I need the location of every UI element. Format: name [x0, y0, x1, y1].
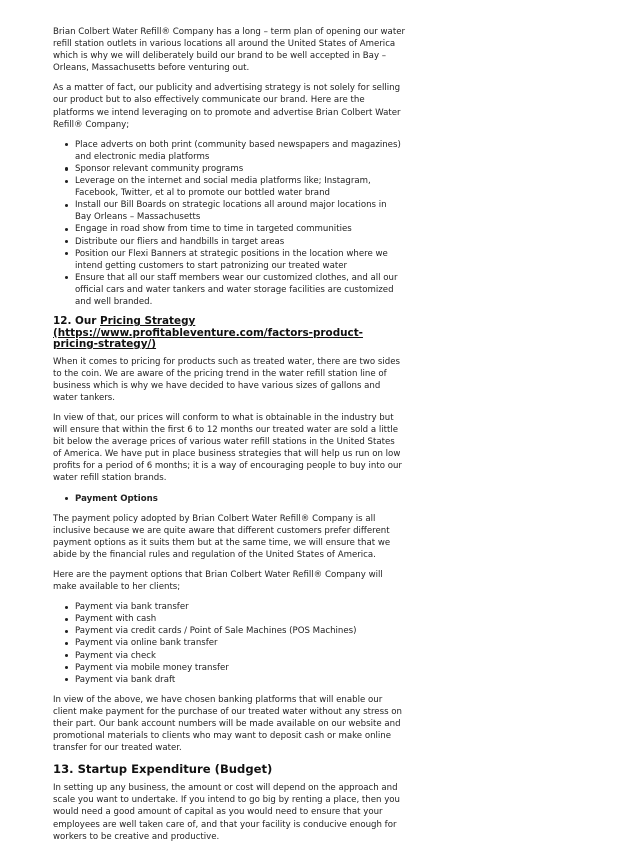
list-item: Position our Flexi Banners at strategic positions in the location where we intend getting customers to start patronizing our treated water: [75, 248, 405, 272]
payment-options-heading: Payment Options: [75, 493, 405, 505]
pricing-paragraph-1: When it comes to pricing for products such as treated water, there are two sides to the coin. We are aware of the pricing trend in the water refill station line of business which is why we have decided to have various sizes of gallons and water tankers.: [53, 356, 400, 403]
list-item: Distribute our fliers and handbills in target areas: [75, 236, 405, 248]
intro-paragraph-2: As a matter of fact, our publicity and advertising strategy is not solely for selling our product but to also effectively communicate our brand. Here are the platforms we intend leveraging on to promote and advertise Brian Colbert Water Refill® Company;: [53, 83, 401, 130]
budget-paragraph-1: In setting up any business, the amount or cost will depend on the approach and scale you want to undertake. If you intend to go big by renting a place, then you would need a good amount of capital as you would need to ensure that your employees are well taken care of, and that your facility is conducive enough for workers to be creative and productive.: [53, 783, 400, 842]
list-item: Payment via mobile money transfer: [75, 662, 405, 674]
list-item: Payment via credit cards / Point of Sale Machines (POS Machines): [75, 625, 405, 637]
list-item: Payment via check: [75, 650, 405, 662]
list-item: Engage in road show from time to time in targeted communities: [75, 223, 405, 235]
pricing-strategy-link[interactable]: Pricing Strategy (https://www.profitableventure.com/factors-product-pricing-strategy/): [53, 315, 363, 351]
list-item: Sponsor relevant community programs: [75, 163, 405, 175]
pricing-paragraph-2: In view of that, our prices will conform to what is obtainable in the industry but will ensure that within the first 6 to 12 months our treated water are sold a little bit below the average prices of various water refill stations in the United States of America. We have put in place business strategies that will help us run on low profits for a period of 6 months; it is a way of encouraging people to buy into our water refill station brands.: [53, 412, 402, 484]
section-12-number: 12. Our: [53, 315, 100, 328]
section-13-heading: 13. Startup Expenditure (Budget): [53, 762, 273, 777]
list-item: Ensure that all our staff members wear our customized clothes, and all our official cars and water tankers and water storage facilities are customized and well branded.: [75, 272, 405, 308]
list-item: Payment via bank draft: [75, 674, 405, 686]
payment-paragraph-1: The payment policy adopted by Brian Colbert Water Refill® Company is all inclusive because we are quite aware that different customers prefer different payment options as it suits them but at the same time, we will ensure that we abide by the financial rules and regulation of the United States of America.: [53, 513, 391, 560]
list-item: Install our Bill Boards on strategic locations all around major locations in Bay Orleans – Massachusetts: [75, 199, 405, 223]
list-item: Place adverts on both print (community based newspapers and magazines) and electronic media platforms: [75, 139, 405, 163]
list-item: Payment via bank transfer: [75, 601, 405, 613]
document-page: [53, 26, 405, 851]
payment-paragraph-2: Here are the payment options that Brian Colbert Water Refill® Company will make available to her clients;: [53, 569, 383, 593]
section-12-heading: [53, 316, 405, 351]
list-item: Payment with cash: [75, 613, 405, 625]
intro-paragraph-1: Brian Colbert Water Refill® Company has a long – term plan of opening our water refill station outlets in various locations all around the United States of America which is why we will deliberately build our brand to be well accepted in Bay – Orleans, Massachusetts before venturing out.: [53, 27, 406, 74]
list-item: Leverage on the internet and social media platforms like; Instagram, Facebook, Twitter, et al to promote our bottled water brand: [75, 175, 405, 199]
payment-options-heading-list: [53, 493, 405, 505]
advertising-platforms-list: [53, 139, 405, 308]
list-item: Payment via online bank transfer: [75, 637, 405, 649]
payment-options-list: [53, 601, 405, 686]
payment-paragraph-3: In view of the above, we have chosen banking platforms that will enable our client make payment for the purchase of our treated water without any stress on their part. Our bank account numbers will be made available on our website and promotional materials to clients who may want to deposit cash or make online transfer for our treated water.: [53, 694, 402, 754]
